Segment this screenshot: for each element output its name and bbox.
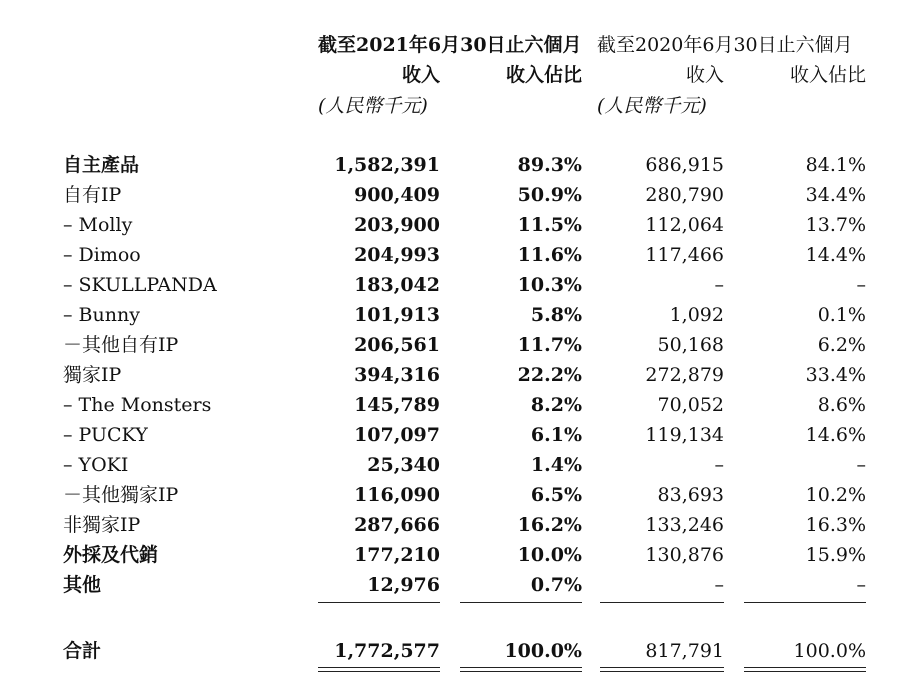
total-rule-pct2021-a bbox=[460, 667, 582, 668]
row-revenue-2020: 133,246 bbox=[645, 514, 724, 536]
row-share-2020: 84.1% bbox=[805, 154, 866, 176]
subtotal-rule-pct2021 bbox=[460, 602, 582, 603]
row-share-2021: 11.5% bbox=[517, 214, 582, 236]
row-revenue-2021: 203,900 bbox=[354, 214, 440, 236]
row-revenue-2020: 130,876 bbox=[645, 544, 724, 566]
row-label: – YOKI bbox=[63, 454, 129, 476]
share-2021-header: 收入佔比 bbox=[505, 64, 582, 86]
row-share-2020: 8.6% bbox=[817, 394, 866, 416]
row-share-2021: 22.2% bbox=[517, 364, 582, 386]
row-revenue-2020: 272,879 bbox=[645, 364, 724, 386]
row-revenue-2021: 12,976 bbox=[367, 574, 440, 596]
subtotal-rule-rev2021 bbox=[318, 602, 440, 603]
row-share-2021: 8.2% bbox=[530, 394, 582, 416]
row-label: – Dimoo bbox=[63, 244, 141, 266]
row-revenue-2021: 183,042 bbox=[354, 274, 440, 296]
row-revenue-2021: 204,993 bbox=[354, 244, 440, 266]
period-2020-header: 截至2020年6月30日止六個月 bbox=[597, 34, 853, 56]
row-share-2020: 10.2% bbox=[805, 484, 866, 506]
row-share-2020: 0.1% bbox=[817, 304, 866, 326]
row-label: 自有IP bbox=[63, 184, 122, 206]
row-label: 其他 bbox=[63, 574, 102, 596]
row-share-2021: 11.7% bbox=[517, 334, 582, 356]
row-label: – PUCKY bbox=[63, 424, 148, 446]
row-share-2021: 6.5% bbox=[530, 484, 582, 506]
row-revenue-2020: 50,168 bbox=[657, 334, 724, 356]
row-revenue-2020: 1,092 bbox=[669, 304, 724, 326]
unit-2020-header: (人民幣千元) bbox=[597, 95, 707, 117]
total-rule-pct2021-b bbox=[460, 671, 582, 672]
total-share-2020: 100.0% bbox=[793, 640, 866, 662]
row-label: －其他自有IP bbox=[63, 334, 179, 356]
row-share-2021: 1.4% bbox=[530, 454, 582, 476]
total-rule-rev2020-b bbox=[600, 671, 724, 672]
row-share-2020: – bbox=[856, 574, 866, 596]
row-label: －其他獨家IP bbox=[63, 484, 179, 506]
row-revenue-2021: 145,789 bbox=[354, 394, 440, 416]
total-rule-rev2021-b bbox=[318, 671, 440, 672]
row-share-2020: 15.9% bbox=[805, 544, 866, 566]
total-rule-rev2020-a bbox=[600, 667, 724, 668]
row-share-2021: 50.9% bbox=[517, 184, 582, 206]
row-revenue-2021: 394,316 bbox=[354, 364, 440, 386]
total-label: 合計 bbox=[63, 640, 102, 662]
total-revenue-2021: 1,772,577 bbox=[334, 640, 440, 662]
row-label: 獨家IP bbox=[63, 364, 122, 386]
total-rule-rev2021-a bbox=[318, 667, 440, 668]
row-revenue-2020: – bbox=[714, 274, 724, 296]
revenue-2020-header: 收入 bbox=[685, 64, 724, 86]
row-share-2020: 33.4% bbox=[805, 364, 866, 386]
row-revenue-2020: 112,064 bbox=[645, 214, 724, 236]
row-revenue-2020: 119,134 bbox=[645, 424, 724, 446]
row-label: 自主產品 bbox=[63, 154, 140, 176]
unit-2021-header: (人民幣千元) bbox=[318, 95, 428, 117]
row-revenue-2020: – bbox=[714, 574, 724, 596]
row-revenue-2021: 101,913 bbox=[354, 304, 440, 326]
row-label: 非獨家IP bbox=[63, 514, 141, 536]
row-revenue-2020: 83,693 bbox=[657, 484, 724, 506]
period-2021-header: 截至2021年6月30日止六個月 bbox=[318, 34, 582, 56]
row-label: – Bunny bbox=[63, 304, 140, 326]
row-revenue-2021: 107,097 bbox=[354, 424, 440, 446]
subtotal-rule-rev2020 bbox=[600, 602, 724, 603]
row-share-2020: 13.7% bbox=[805, 214, 866, 236]
row-revenue-2020: 280,790 bbox=[645, 184, 724, 206]
row-revenue-2021: 206,561 bbox=[354, 334, 440, 356]
row-share-2020: 34.4% bbox=[805, 184, 866, 206]
row-revenue-2021: 25,340 bbox=[367, 454, 440, 476]
row-share-2021: 16.2% bbox=[517, 514, 582, 536]
revenue-2021-header: 收入 bbox=[401, 64, 440, 86]
row-revenue-2021: 287,666 bbox=[354, 514, 440, 536]
row-revenue-2020: – bbox=[714, 454, 724, 476]
row-revenue-2021: 177,210 bbox=[354, 544, 440, 566]
row-share-2021: 5.8% bbox=[530, 304, 582, 326]
row-share-2020: 16.3% bbox=[805, 514, 866, 536]
row-label: – SKULLPANDA bbox=[63, 274, 217, 296]
row-label: 外採及代銷 bbox=[63, 544, 159, 566]
row-revenue-2020: 686,915 bbox=[645, 154, 724, 176]
row-share-2021: 6.1% bbox=[530, 424, 582, 446]
row-share-2020: 14.4% bbox=[805, 244, 866, 266]
subtotal-rule-pct2020 bbox=[744, 602, 866, 603]
row-label: – The Monsters bbox=[63, 394, 212, 416]
row-revenue-2020: 70,052 bbox=[657, 394, 724, 416]
row-share-2020: – bbox=[856, 454, 866, 476]
row-share-2020: – bbox=[856, 274, 866, 296]
row-share-2021: 11.6% bbox=[517, 244, 582, 266]
total-rule-pct2020-a bbox=[744, 667, 866, 668]
row-share-2021: 10.0% bbox=[517, 544, 582, 566]
row-revenue-2021: 116,090 bbox=[354, 484, 440, 506]
total-revenue-2020: 817,791 bbox=[645, 640, 724, 662]
row-revenue-2021: 1,582,391 bbox=[334, 154, 440, 176]
row-share-2021: 89.3% bbox=[517, 154, 582, 176]
row-label: – Molly bbox=[63, 214, 133, 236]
row-revenue-2021: 900,409 bbox=[354, 184, 440, 206]
row-share-2020: 6.2% bbox=[817, 334, 866, 356]
share-2020-header: 收入佔比 bbox=[789, 64, 866, 86]
total-rule-pct2020-b bbox=[744, 671, 866, 672]
total-share-2021: 100.0% bbox=[504, 640, 582, 662]
row-share-2020: 14.6% bbox=[805, 424, 866, 446]
row-revenue-2020: 117,466 bbox=[645, 244, 724, 266]
row-share-2021: 0.7% bbox=[530, 574, 582, 596]
row-share-2021: 10.3% bbox=[517, 274, 582, 296]
